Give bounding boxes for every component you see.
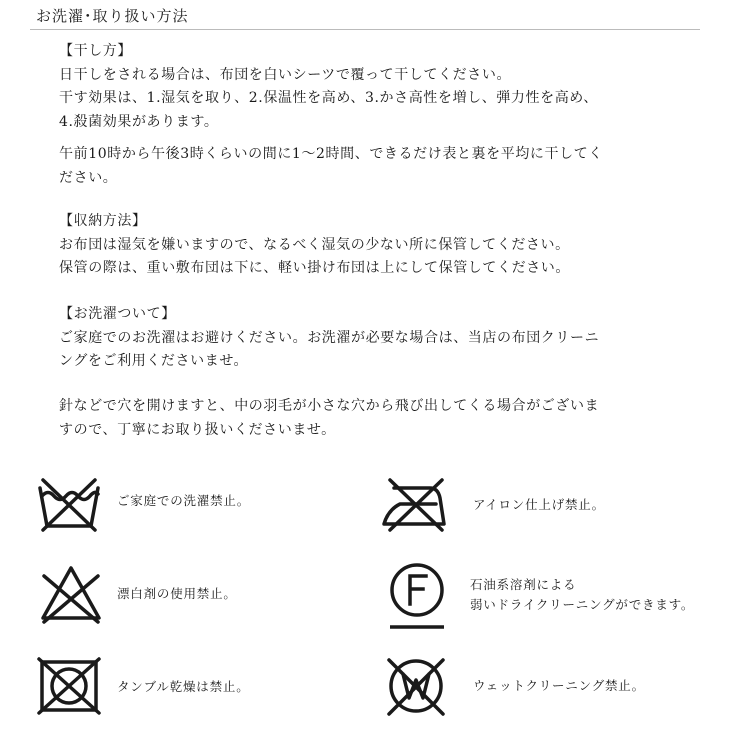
drying-time-line-2: ださい。 [59,169,118,186]
storage-heading: 【収納方法】 [59,213,147,229]
no-iron-label: アイロン仕上げ禁止。 [473,497,605,512]
no-iron-icon [380,474,452,534]
no-wash-icon [35,474,103,534]
no-bleach-icon [38,562,104,624]
washing-heading: 【お洗濯ついて】 [59,306,176,322]
drying-time-line-1: 午前10時から午後3時くらいの間に1～2時間、できるだけ表と裏を平均に干してく [59,146,603,162]
storage-line-2: 保管の際は、重い敷布団は下に、軽い掛け布団は上にして保管してください。 [59,260,570,276]
no-tumble-dry-icon [35,655,103,717]
drying-line-3: 4.殺菌効果があります。 [59,113,219,130]
needle-line-2: すので、丁寧にお取り扱いくださいませ。 [59,421,336,438]
washing-section [59,303,599,374]
no-tumble-dry-label: タンブル乾燥は禁止。 [117,679,250,694]
dry-clean-label-line-2: 弱いドライクリーニングができます。 [470,597,695,612]
dry-clean-f-icon [386,559,448,633]
washing-line-2: ングをご利用くださいませ。 [59,353,249,369]
storage-line-1: お布団は湿気を嫌いますので、なるべく湿気の少ない所に保管してください。 [59,236,570,253]
dry-clean-label [470,575,694,615]
drying-line-2: 干す効果は、1.湿気を取り、2.保温性を高め、3.かさ高性を増し、弾力性を高め、 [59,90,598,106]
dry-clean-label-line-1: 石油系溶剤による [470,577,577,592]
washing-line-1: ご家庭でのお洗濯はお避けください。お洗濯が必要な場合は、当店の布団クリーニ [59,329,600,346]
drying-section [59,40,598,134]
no-wet-clean-icon [383,652,449,718]
page-title: お洗濯･取り扱い方法 [36,7,189,25]
no-wash-label: ご家庭での洗濯禁止。 [117,493,251,508]
no-wet-clean-label: ウェットクリーニング禁止。 [473,678,645,693]
no-bleach-label: 漂白剤の使用禁止。 [117,586,237,601]
title-divider [30,29,700,30]
drying-time-paragraph [59,143,603,190]
needle-line-1: 針などで穴を開けますと、中の羽毛が小さな穴から飛び出してくる場合がございま [59,398,600,414]
drying-line-1: 日干しをされる場合は、布団を白いシーツで覆って干してください。 [59,66,512,83]
needle-paragraph [59,395,599,442]
storage-section [59,210,570,281]
drying-heading: 【干し方】 [59,43,132,59]
